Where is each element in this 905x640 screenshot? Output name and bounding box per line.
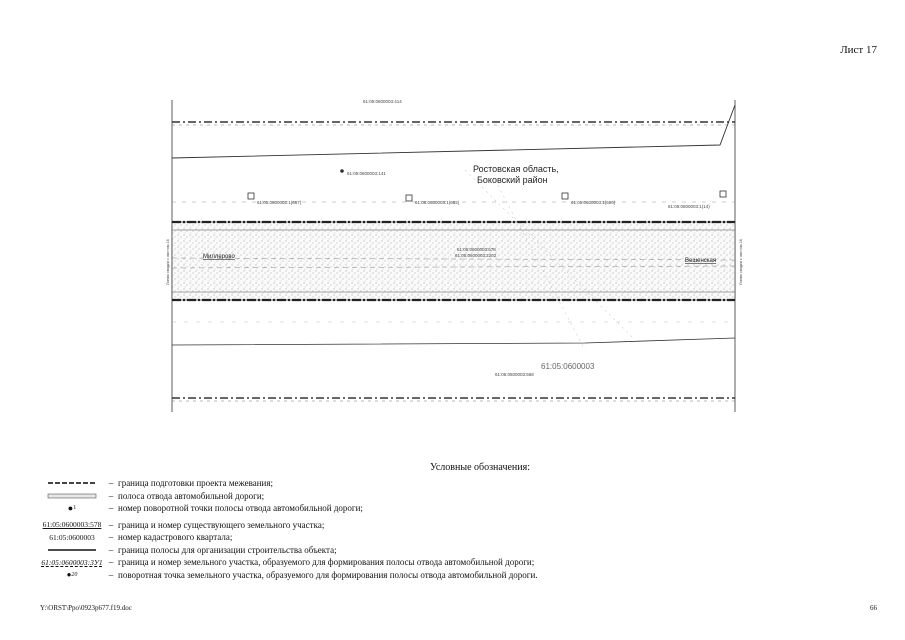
map-road-right: Вешенская bbox=[685, 258, 717, 264]
map-parcel-upper-left: 61:05:0600003:141 bbox=[347, 171, 386, 176]
legend-item: ● 1 – номер поворотной точки полосы отвода автомобильной дороги; bbox=[40, 502, 820, 515]
legend-symbol-new-parcel: 61:05:0600003:3У1 bbox=[41, 557, 103, 567]
legend-item: – граница полосы для организации строительства объекта; bbox=[40, 544, 820, 557]
legend-symbol-construction-strip bbox=[40, 546, 104, 554]
legend-item: 61:05:0600003 – номер кадастрового квартала; bbox=[40, 531, 820, 544]
footer-page-number: 66 bbox=[870, 604, 877, 612]
map-parcel-top: 61:05:0600003:414 bbox=[363, 99, 402, 104]
map-side-left: Линия сводки с листом 16 bbox=[166, 239, 170, 285]
map-region-line2: Боковский район bbox=[477, 175, 548, 185]
map-parcel-center-2: 61:05:0600003:2202 bbox=[455, 253, 497, 258]
legend-symbol-existing-parcel: 61:05:0600003:578 bbox=[42, 520, 102, 530]
map-parcel-2: 61:05:0600003:1(682) bbox=[415, 200, 460, 205]
map-side-right: Линия сводки с листом 18 bbox=[739, 239, 743, 285]
map-parcel-center-1: 61:05:0600003:578 bbox=[457, 247, 496, 252]
cadastral-map bbox=[165, 90, 743, 420]
legend-symbol-right-of-way bbox=[40, 492, 104, 500]
legend-item: 61:05:0600003:578 – граница и номер существующего земельного участка; bbox=[40, 519, 820, 532]
legend-item: 61:05:0600003:3У1 – граница и номер земельного участка, образуемого для формирования полосы отвода автомобильной дороги; bbox=[41, 557, 535, 568]
map-road-left: Миллерово bbox=[203, 254, 235, 260]
map-parcel-4: 61:05:0600003:1(14) bbox=[668, 204, 710, 209]
map-quarter-label: 61:05:0600003 bbox=[541, 362, 595, 371]
map-parcel-bottom: 61:05:0600003:568 bbox=[495, 372, 534, 377]
sheet-label: Лист 17 bbox=[840, 44, 877, 56]
legend-symbol-turning-point-icon: ● 1 bbox=[67, 503, 77, 514]
legend-symbol-project-boundary bbox=[40, 479, 104, 487]
map-region-line1: Ростовская область, bbox=[473, 164, 559, 174]
legend bbox=[40, 462, 820, 581]
map-parcel-1: 61:05:0600003:1(697) bbox=[257, 200, 302, 205]
map-parcel-3: 61:05:0600003:1(690) bbox=[571, 200, 616, 205]
legend-symbol-new-turning-point-icon: ● 20 bbox=[66, 570, 78, 580]
legend-title: Условные обозначения: bbox=[429, 462, 530, 473]
legend-item: – граница подготовки проекта межевания; bbox=[40, 477, 820, 490]
legend-item: – полоса отвода автомобильной дороги; bbox=[40, 490, 820, 503]
legend-item: ● 20 – поворотная точка земельного участка, образуемого для формирования полосы отвода автомобильной дороги. bbox=[40, 569, 820, 582]
legend-symbol-quarter: 61:05:0600003 bbox=[49, 532, 95, 542]
footer-file-path: Y:\ORST\Ppo\0923p677.f19.doc bbox=[40, 604, 132, 612]
